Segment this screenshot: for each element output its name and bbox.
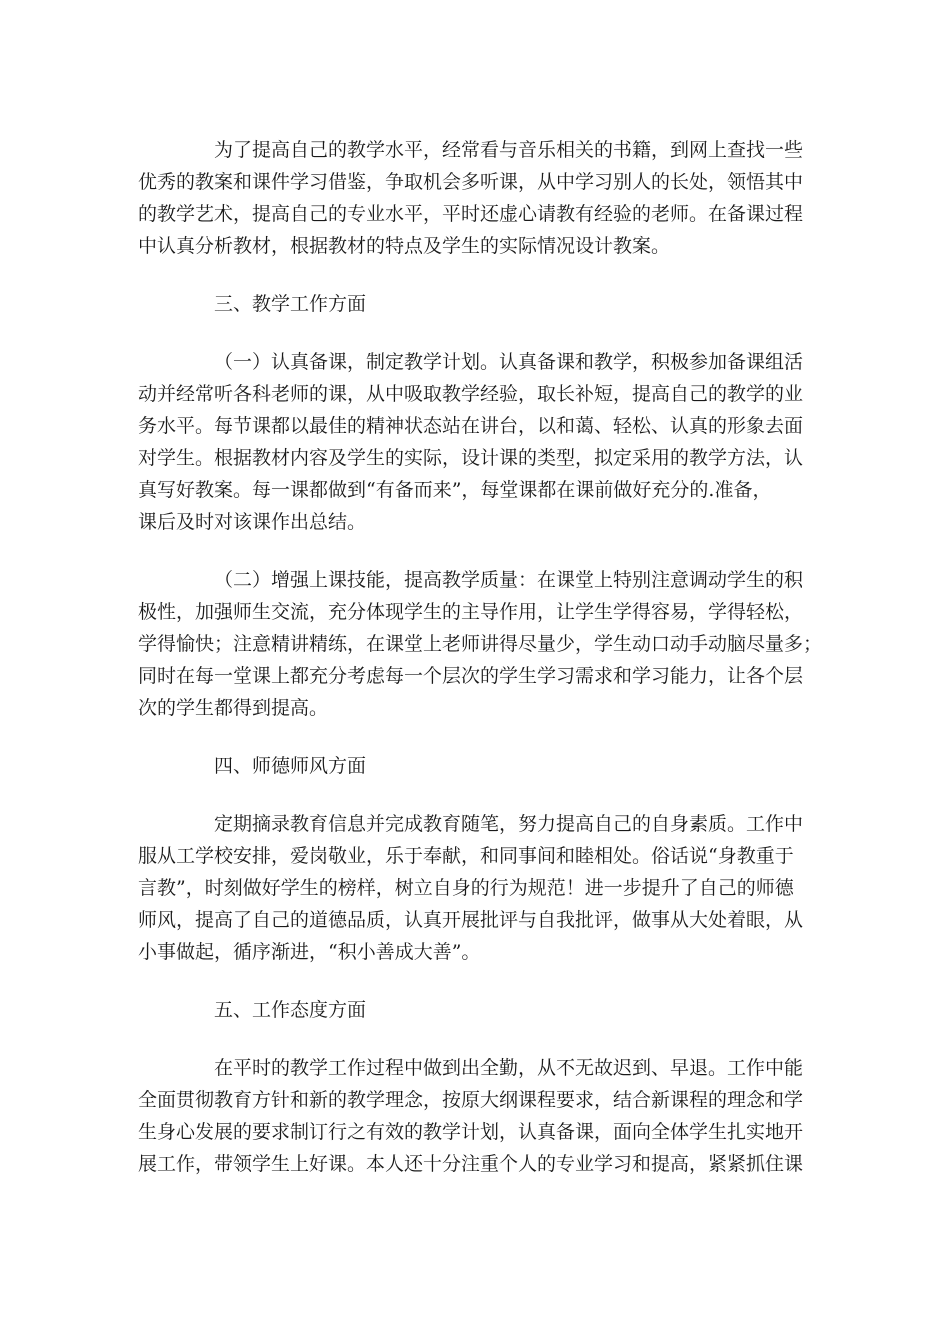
text-line: 动并经常听各科老师的课，从中吸取教学经验，取长补短，提高自己的教学的业 bbox=[138, 383, 804, 405]
text-line: 次的学生都得到提高。 bbox=[138, 697, 329, 719]
paragraph-prepare bbox=[138, 346, 818, 538]
text-line: 在平时的教学工作过程中做到出全勤，从不无故迟到、早退。工作中能 bbox=[214, 1057, 804, 1079]
text-line: 的教学艺术，提高自己的专业水平，平时还虚心请教有经验的老师。在备课过程 bbox=[138, 203, 804, 225]
section-heading: 五、工作态度方面 bbox=[214, 999, 367, 1021]
paragraph-attitude bbox=[138, 1052, 818, 1180]
text-line: 服从工学校安排，爱岗敬业，乐于奉献，和同事间和睦相处。俗话说“身教重于 bbox=[138, 845, 794, 867]
section-heading: 四、师德师风方面 bbox=[214, 755, 367, 777]
text-line: 课后及时对该课作出总结。 bbox=[138, 511, 367, 533]
text-line: 务水平。每节课都以最佳的精神状态站在讲台，以和蔼、轻松、认真的形象去面 bbox=[138, 415, 804, 437]
text-line: 学得愉快；注意精讲精练，在课堂上老师讲得尽量少，学生动口动手动脑尽量多； bbox=[138, 633, 823, 655]
paragraph-ethics bbox=[138, 808, 818, 968]
text-line: 极性，加强师生交流，充分体现学生的主导作用，让学生学得容易，学得轻松， bbox=[138, 601, 804, 623]
text-line: 生身心发展的要求制订行之有效的教学计划，认真备课，面向全体学生扎实地开 bbox=[138, 1121, 804, 1143]
text-line: （一）认真备课，制定教学计划。认真备课和教学，积极参加备课组活 bbox=[214, 351, 804, 373]
paragraph-skills bbox=[138, 564, 823, 724]
section-heading-attitude bbox=[138, 994, 818, 1026]
text-line: 师风，提高了自己的道德品质，认真开展批评与自我批评，做事从大处着眼，从 bbox=[138, 909, 804, 931]
text-line: 展工作，带领学生上好课。本人还十分注重个人的专业学习和提高，紧紧抓住课 bbox=[138, 1153, 804, 1175]
text-line: 言教”，时刻做好学生的榜样，树立自身的行为规范！进一步提升了自己的师德 bbox=[138, 877, 794, 899]
text-line: （二）增强上课技能，提高教学质量：在课堂上特别注意调动学生的积 bbox=[214, 569, 804, 591]
text-line: 定期摘录教育信息并完成教育随笔，努力提高自己的自身素质。工作中 bbox=[214, 813, 804, 835]
text-line: 同时在每一堂课上都充分考虑每一个层次的学生学习需求和学习能力，让各个层 bbox=[138, 665, 804, 687]
section-heading-teaching bbox=[138, 288, 818, 320]
section-heading-ethics bbox=[138, 750, 818, 782]
text-line: 真写好教案。每一课都做到“有备而来”，每堂课都在课前做好充分的.准备， bbox=[138, 479, 772, 501]
text-line: 为了提高自己的教学水平，经常看与音乐相关的书籍，到网上查找一些 bbox=[214, 139, 804, 161]
section-heading: 三、教学工作方面 bbox=[214, 293, 367, 315]
text-line: 全面贯彻教育方针和新的教学理念，按原大纲课程要求，结合新课程的理念和学 bbox=[138, 1089, 804, 1111]
paragraph-study bbox=[138, 134, 818, 262]
text-line: 优秀的教案和课件学习借鉴，争取机会多听课，从中学习别人的长处，领悟其中 bbox=[138, 171, 804, 193]
text-line: 中认真分析教材，根据教材的特点及学生的实际情况设计教案。 bbox=[138, 235, 671, 257]
text-line: 对学生。根据教材内容及学生的实际，设计课的类型，拟定采用的教学方法，认 bbox=[138, 447, 804, 469]
text-line: 小事做起，循序渐进，“积小善成大善”。 bbox=[138, 941, 481, 963]
document-body bbox=[138, 134, 823, 1206]
